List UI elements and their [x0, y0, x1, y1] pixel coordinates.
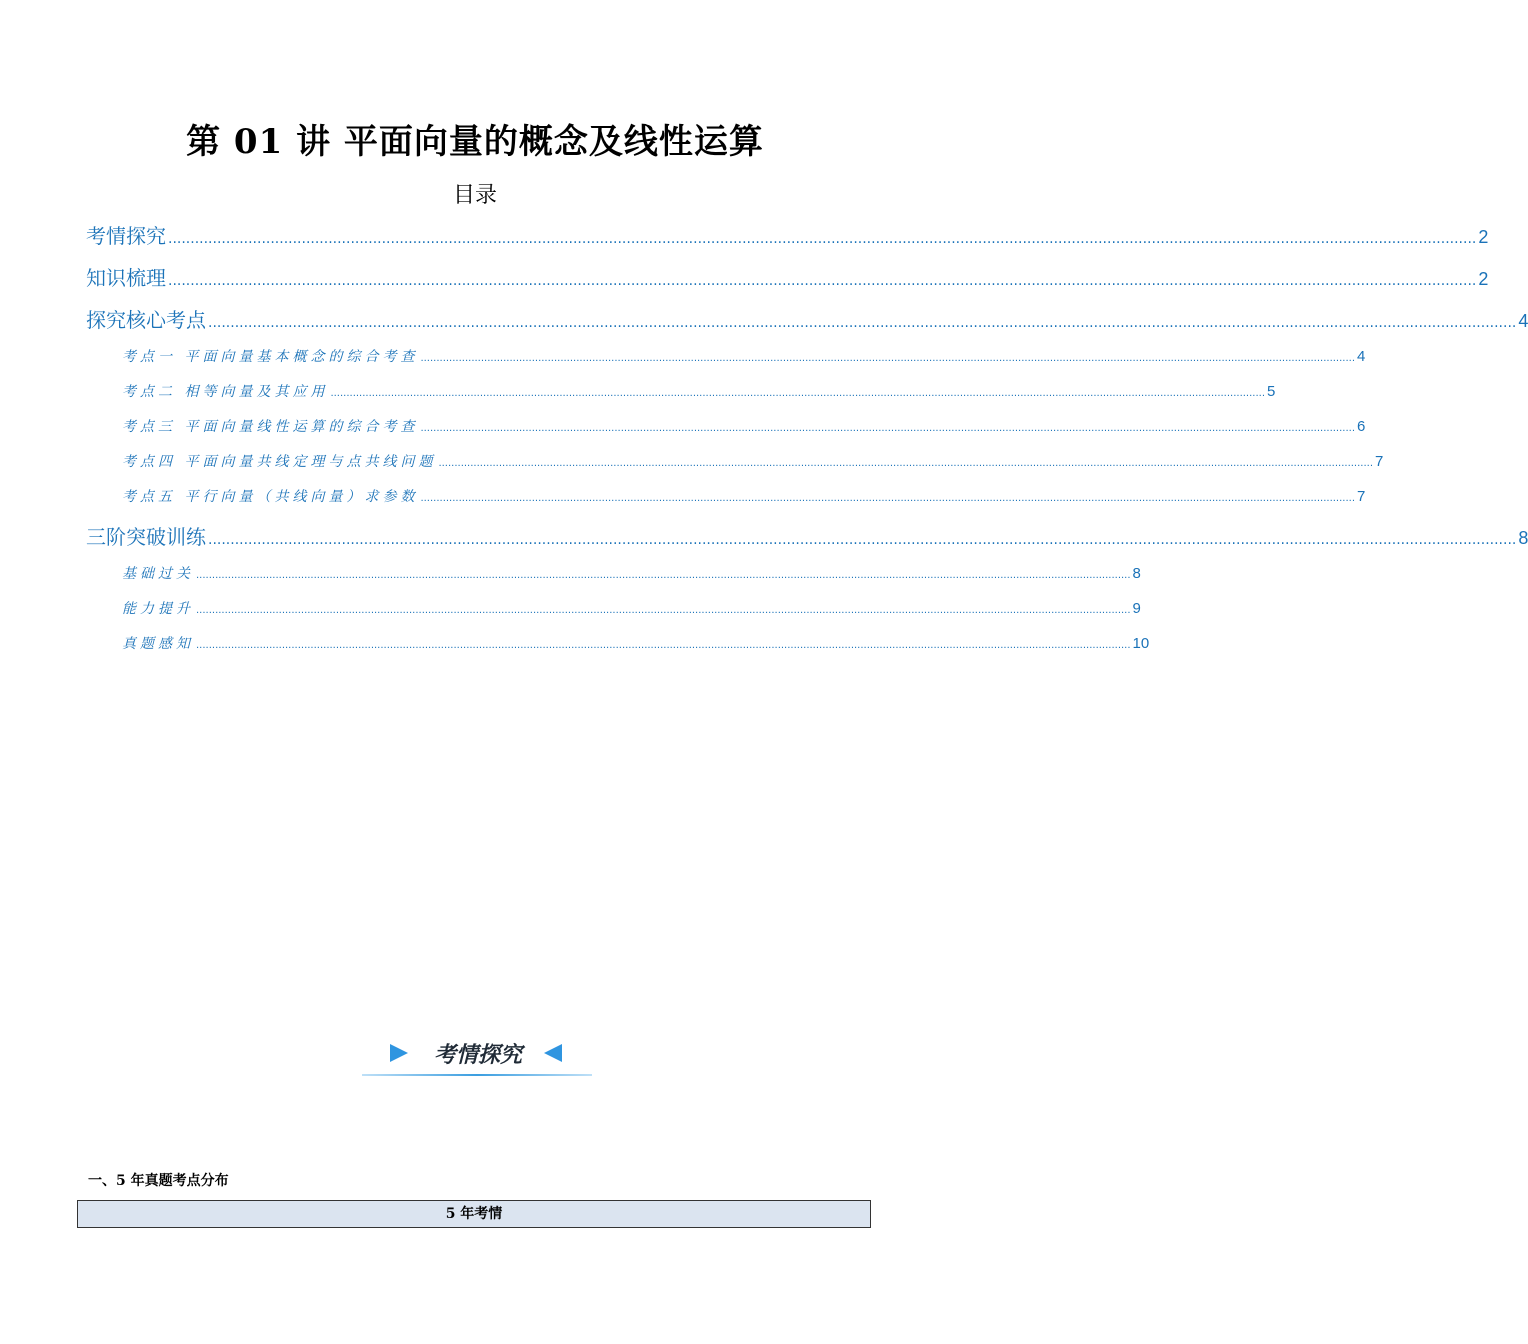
toc-item-label: 考点三 平面向量线性运算的综合考查	[122, 419, 419, 435]
toc-item-zhishi-shuli[interactable]	[86, 262, 1489, 291]
toc-item-jichu-guoguan[interactable]	[122, 563, 1141, 583]
toc-page-number: 10	[1132, 635, 1150, 652]
toc-leader-dots: ......................................................................................................................................................................................................................................................................................................	[420, 423, 1355, 434]
toc-item-label: 考点一 平面向量基本概念的综合考查	[122, 349, 419, 365]
toc-page-number: 6	[1357, 418, 1366, 435]
toc-page-number: 5	[1267, 383, 1276, 400]
toc-leader-dots: ......................................................................................................................................................................................................................................................................................................	[168, 231, 1477, 247]
toc-item-kaodian-2[interactable]	[122, 381, 1276, 401]
toc-page-number: 7	[1375, 453, 1384, 470]
table-header-cell: 5 年考情	[77, 1200, 871, 1228]
toc-leader-dots: ......................................................................................................................................................................................................................................................................................................	[196, 640, 1131, 651]
toc-leader-dots: ......................................................................................................................................................................................................................................................................................................	[330, 388, 1265, 399]
triangle-left-icon	[544, 1044, 562, 1062]
banner-underline	[362, 1074, 592, 1076]
toc-heading: 目录	[452, 183, 497, 208]
toc-item-label: 真题感知	[122, 636, 194, 652]
toc-item-label: 三阶突破训练	[86, 525, 206, 549]
document-title: 第 01 讲 平面向量的概念及线性运算	[186, 122, 764, 162]
toc-leader-dots: ......................................................................................................................................................................................................................................................................................................	[208, 315, 1517, 331]
toc-item-kaodian-5[interactable]	[122, 486, 1366, 506]
toc-item-nengli-tisheng[interactable]	[122, 598, 1141, 618]
toc-page-number: 4	[1518, 311, 1528, 331]
toc-page-number: 4	[1357, 348, 1366, 365]
toc-item-kaodian-4[interactable]	[122, 451, 1384, 471]
toc-page-number: 2	[1478, 269, 1489, 289]
toc-item-label: 考点二 相等向量及其应用	[122, 384, 329, 400]
section-banner	[362, 1036, 592, 1076]
toc-leader-dots: ......................................................................................................................................................................................................................................................................................................	[196, 605, 1131, 616]
section-heading: 一、5 年真题考点分布	[88, 1173, 229, 1189]
toc-item-label: 考点五 平行向量（共线向量）求参数	[122, 489, 419, 505]
toc-item-zhenti-ganzhi[interactable]	[122, 633, 1150, 653]
toc-item-label: 知识梳理	[86, 266, 166, 290]
toc-item-kaodian-3[interactable]	[122, 416, 1366, 436]
toc-item-label: 考点四 平面向量共线定理与点共线问题	[122, 454, 437, 470]
toc-leader-dots: ......................................................................................................................................................................................................................................................................................................	[420, 353, 1355, 364]
toc-leader-dots: ......................................................................................................................................................................................................................................................................................................	[420, 493, 1355, 504]
toc-item-label: 基础过关	[122, 566, 194, 582]
toc-page-number: 7	[1357, 488, 1366, 505]
toc-leader-dots: ......................................................................................................................................................................................................................................................................................................	[196, 570, 1131, 581]
toc-leader-dots: ......................................................................................................................................................................................................................................................................................................	[438, 458, 1373, 469]
toc-leader-dots: ......................................................................................................................................................................................................................................................................................................	[168, 273, 1477, 289]
toc-leader-dots: ......................................................................................................................................................................................................................................................................................................	[208, 532, 1517, 548]
toc-item-kaoqing-tanjiu[interactable]	[86, 220, 1489, 249]
section-banner-label: 考情探究	[433, 1043, 522, 1068]
toc-item-label: 考情探究	[86, 224, 166, 248]
toc-page-number: 8	[1132, 565, 1141, 582]
triangle-right-icon	[390, 1044, 408, 1062]
toc-page-number: 9	[1132, 600, 1141, 617]
toc-item-label: 能力提升	[122, 601, 194, 617]
toc-page-number: 2	[1478, 227, 1489, 247]
toc-item-sanjie-tupo-xunlian[interactable]	[86, 521, 1528, 550]
toc-item-kaodian-1[interactable]	[122, 346, 1366, 366]
toc-page-number: 8	[1518, 528, 1528, 548]
toc-item-label: 探究核心考点	[86, 308, 206, 332]
toc-item-tanjiu-hexin-kaodian[interactable]	[86, 304, 1528, 333]
